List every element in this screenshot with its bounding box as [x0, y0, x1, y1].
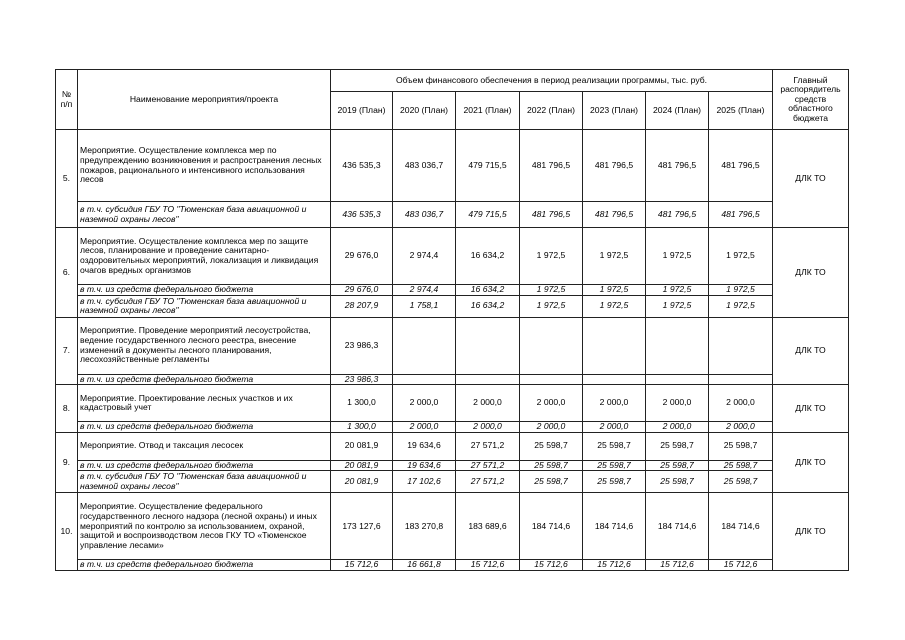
table-row — [56, 228, 849, 285]
value-cell: 1 972,5 — [520, 295, 583, 317]
value-cell: 25 598,7 — [709, 471, 773, 493]
value-cell: 2 000,0 — [583, 422, 646, 433]
activity-subline: в т.ч. субсидия ГБУ ТО "Тюменская база авиационной и наземной охраны лесов" — [78, 202, 331, 228]
value-cell: 15 712,6 — [646, 560, 709, 571]
value-cell: 481 796,5 — [583, 130, 646, 202]
value-cell — [709, 374, 773, 385]
row-number: 8. — [56, 385, 78, 433]
value-cell: 1 972,5 — [646, 285, 709, 296]
value-cell — [456, 317, 520, 374]
value-cell: 16 661,8 — [393, 560, 456, 571]
value-cell: 481 796,5 — [520, 202, 583, 228]
value-cell: 25 598,7 — [583, 432, 646, 460]
value-cell: 481 796,5 — [520, 130, 583, 202]
table-subrow — [56, 422, 849, 433]
value-cell: 1 972,5 — [583, 295, 646, 317]
value-cell: 25 598,7 — [583, 471, 646, 493]
header-year: 2019 (План) — [331, 92, 393, 130]
table-subrow — [56, 471, 849, 493]
row-number: 5. — [56, 130, 78, 228]
header-num: № п/п — [56, 70, 78, 130]
value-cell: 25 598,7 — [520, 460, 583, 471]
value-cell: 1 972,5 — [709, 228, 773, 285]
value-cell: 184 714,6 — [583, 493, 646, 560]
table-subrow — [56, 460, 849, 471]
value-cell: 1 972,5 — [709, 285, 773, 296]
value-cell: 1 972,5 — [520, 285, 583, 296]
value-cell: 27 571,2 — [456, 471, 520, 493]
value-cell: 481 796,5 — [646, 202, 709, 228]
value-cell: 184 714,6 — [709, 493, 773, 560]
value-cell: 1 972,5 — [709, 295, 773, 317]
value-cell: 16 634,2 — [456, 285, 520, 296]
row-number: 10. — [56, 493, 78, 571]
distributor-cell: ДЛК ТО — [773, 130, 849, 228]
value-cell: 2 000,0 — [709, 422, 773, 433]
value-cell — [393, 317, 456, 374]
value-cell: 436 535,3 — [331, 202, 393, 228]
activity-subline: в т.ч. из средств федерального бюджета — [78, 560, 331, 571]
activity-name: Мероприятие. Осуществление комплекса мер по предупреждению возникновения и распространения лесных пожаров, рационального и интенсивного использования лесов — [78, 130, 331, 202]
activity-subline: в т.ч. из средств федерального бюджета — [78, 460, 331, 471]
value-cell: 20 081,9 — [331, 432, 393, 460]
value-cell: 2 000,0 — [520, 385, 583, 422]
value-cell: 481 796,5 — [709, 130, 773, 202]
value-cell: 483 036,7 — [393, 130, 456, 202]
value-cell: 183 689,6 — [456, 493, 520, 560]
value-cell: 15 712,6 — [520, 560, 583, 571]
value-cell: 27 571,2 — [456, 432, 520, 460]
activity-subline: в т.ч. субсидия ГБУ ТО "Тюменская база авиационной и наземной охраны лесов" — [78, 295, 331, 317]
value-cell: 1 758,1 — [393, 295, 456, 317]
distributor-cell: ДЛК ТО — [773, 228, 849, 318]
value-cell: 20 081,9 — [331, 460, 393, 471]
value-cell: 25 598,7 — [520, 471, 583, 493]
header-year: 2020 (План) — [393, 92, 456, 130]
funding-table — [55, 69, 849, 571]
header-year: 2022 (План) — [520, 92, 583, 130]
value-cell: 184 714,6 — [520, 493, 583, 560]
value-cell: 2 000,0 — [520, 422, 583, 433]
value-cell — [709, 317, 773, 374]
distributor-cell: ДЛК ТО — [773, 317, 849, 385]
value-cell: 20 081,9 — [331, 471, 393, 493]
table-row — [56, 130, 849, 202]
table-subrow — [56, 560, 849, 571]
value-cell: 25 598,7 — [709, 432, 773, 460]
value-cell: 25 598,7 — [646, 432, 709, 460]
table-subrow — [56, 202, 849, 228]
header-year: 2024 (План) — [646, 92, 709, 130]
value-cell: 2 974,4 — [393, 285, 456, 296]
header-year: 2025 (План) — [709, 92, 773, 130]
activity-name: Мероприятие. Проектирование лесных участков и их кадастровый учет — [78, 385, 331, 422]
value-cell — [520, 374, 583, 385]
value-cell: 23 986,3 — [331, 374, 393, 385]
value-cell: 19 634,6 — [393, 432, 456, 460]
value-cell: 25 598,7 — [709, 460, 773, 471]
table-row — [56, 432, 849, 460]
value-cell: 16 634,2 — [456, 228, 520, 285]
header-distributor: Главный распорядитель средств областного бюджета — [773, 70, 849, 130]
row-number: 7. — [56, 317, 78, 385]
value-cell: 2 000,0 — [709, 385, 773, 422]
table-row — [56, 493, 849, 560]
value-cell: 23 986,3 — [331, 317, 393, 374]
value-cell: 19 634,6 — [393, 460, 456, 471]
value-cell: 17 102,6 — [393, 471, 456, 493]
value-cell: 2 000,0 — [456, 385, 520, 422]
value-cell: 183 270,8 — [393, 493, 456, 560]
activity-subline: в т.ч. из средств федерального бюджета — [78, 374, 331, 385]
value-cell — [646, 374, 709, 385]
value-cell: 2 974,4 — [393, 228, 456, 285]
value-cell: 481 796,5 — [583, 202, 646, 228]
value-cell: 15 712,6 — [331, 560, 393, 571]
table-subrow — [56, 285, 849, 296]
value-cell: 1 972,5 — [646, 228, 709, 285]
value-cell: 2 000,0 — [583, 385, 646, 422]
value-cell — [583, 374, 646, 385]
value-cell: 2 000,0 — [646, 385, 709, 422]
value-cell: 483 036,7 — [393, 202, 456, 228]
value-cell: 25 598,7 — [520, 432, 583, 460]
value-cell: 1 300,0 — [331, 422, 393, 433]
value-cell: 1 972,5 — [646, 295, 709, 317]
value-cell — [393, 374, 456, 385]
row-number: 6. — [56, 228, 78, 318]
row-number: 9. — [56, 432, 78, 493]
value-cell: 1 972,5 — [520, 228, 583, 285]
value-cell: 481 796,5 — [646, 130, 709, 202]
value-cell — [520, 317, 583, 374]
value-cell: 27 571,2 — [456, 460, 520, 471]
table-row — [56, 317, 849, 374]
value-cell: 1 300,0 — [331, 385, 393, 422]
activity-subline: в т.ч. из средств федерального бюджета — [78, 422, 331, 433]
value-cell: 25 598,7 — [646, 460, 709, 471]
value-cell: 436 535,3 — [331, 130, 393, 202]
header-row — [56, 70, 849, 92]
header-year: 2023 (План) — [583, 92, 646, 130]
table-row — [56, 385, 849, 422]
activity-name: Мероприятие. Осуществление федерального государственного лесного надзора (лесной охраны) и иных мероприятий по контролю за использованием, охраной, защитой и воспроизводством лесов ГКУ ТО «Тюменское управление лесами» — [78, 493, 331, 560]
value-cell: 481 796,5 — [709, 202, 773, 228]
value-cell: 29 676,0 — [331, 285, 393, 296]
header-volume: Объем финансового обеспечения в период реализации программы, тыс. руб. — [331, 70, 773, 92]
header-year: 2021 (План) — [456, 92, 520, 130]
value-cell: 2 000,0 — [393, 385, 456, 422]
value-cell: 2 000,0 — [393, 422, 456, 433]
value-cell: 15 712,6 — [456, 560, 520, 571]
activity-subline: в т.ч. из средств федерального бюджета — [78, 285, 331, 296]
value-cell: 2 000,0 — [646, 422, 709, 433]
value-cell: 25 598,7 — [646, 471, 709, 493]
value-cell: 184 714,6 — [646, 493, 709, 560]
value-cell — [646, 317, 709, 374]
value-cell: 29 676,0 — [331, 228, 393, 285]
value-cell: 15 712,6 — [709, 560, 773, 571]
activity-name: Мероприятие. Осуществление комплекса мер по защите лесов, планирование и проведение санитарно-оздоровительных мероприятий, локализация и ликвидация очагов вредных организмов — [78, 228, 331, 285]
activity-subline: в т.ч. субсидия ГБУ ТО "Тюменская база авиационной и наземной охраны лесов" — [78, 471, 331, 493]
value-cell: 1 972,5 — [583, 285, 646, 296]
value-cell: 28 207,9 — [331, 295, 393, 317]
value-cell: 479 715,5 — [456, 202, 520, 228]
value-cell: 16 634,2 — [456, 295, 520, 317]
value-cell: 173 127,6 — [331, 493, 393, 560]
value-cell: 25 598,7 — [583, 460, 646, 471]
value-cell: 479 715,5 — [456, 130, 520, 202]
distributor-cell: ДЛК ТО — [773, 432, 849, 493]
distributor-cell: ДЛК ТО — [773, 493, 849, 571]
value-cell: 1 972,5 — [583, 228, 646, 285]
value-cell: 15 712,6 — [583, 560, 646, 571]
value-cell — [456, 374, 520, 385]
header-name: Наименование мероприятия/проекта — [78, 70, 331, 130]
distributor-cell: ДЛК ТО — [773, 385, 849, 433]
table-subrow — [56, 295, 849, 317]
activity-name: Мероприятие. Проведение мероприятий лесоустройства, ведение государственного лесного реестра, внесение изменений в документы лесного планирования, лесохозяйственные регламенты — [78, 317, 331, 374]
table-subrow — [56, 374, 849, 385]
activity-name: Мероприятие. Отвод и таксация лесосек — [78, 432, 331, 460]
value-cell — [583, 317, 646, 374]
value-cell: 2 000,0 — [456, 422, 520, 433]
